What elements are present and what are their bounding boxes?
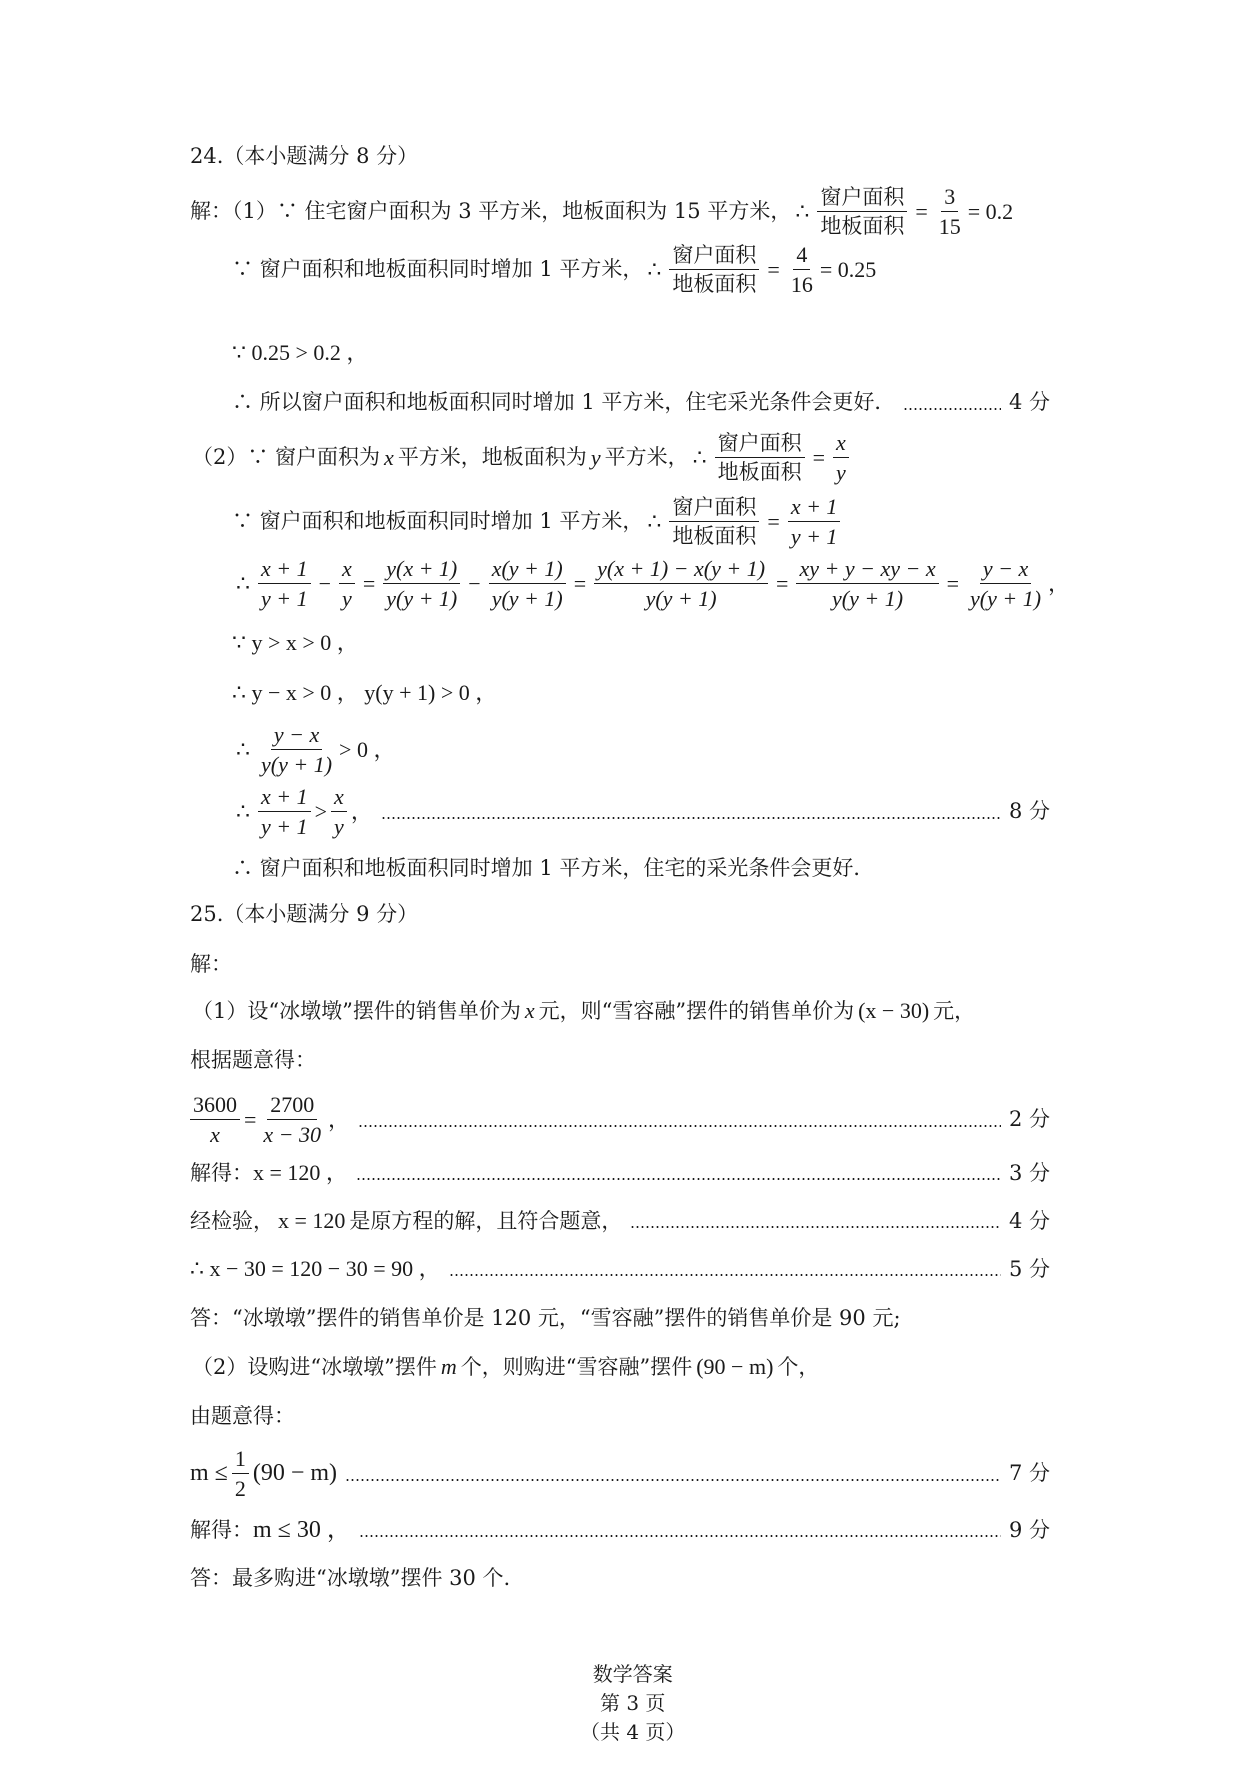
inequality-left: m ≤ xyxy=(190,1460,228,1487)
fraction xyxy=(339,556,355,612)
q24-l8-text: ∵ y > x > 0 ， xyxy=(232,630,359,655)
q25-l3-text: 根据题意得： xyxy=(190,1048,316,1072)
q24-l6-text: ∵ 窗户面积和地板面积同时增加 1 平方米， xyxy=(232,509,644,534)
q25-l12-text: 解得： xyxy=(190,1517,253,1542)
q24-l1-text: 解：（1）∵ 住宅窗户面积为 3 平方米，地板面积为 15 平方米， xyxy=(190,199,792,224)
score-label: 4 分 xyxy=(1008,390,1050,414)
score-label: 4 分 xyxy=(1008,1208,1050,1233)
fraction-numerator: 2700 xyxy=(267,1092,317,1120)
fraction-denominator: y xyxy=(836,460,846,486)
fraction-numerator: 窗户面积 xyxy=(669,495,759,522)
q24-line-5: （2）∵ 窗户面积为 x 平方米，地板面积为 y 平方米， ∴ $\frac{\text{窗户面积}}{\text{地板面积}}$ = $\frac{x}{y}$ xyxy=(192,430,1050,486)
q25-line-6 xyxy=(190,1208,1050,1234)
q24-line-2: ∵ 窗户面积和地板面积同时增加 1 平方米， ∴ $\frac{\text{窗户面积}}{\text{地板面积}}$ = $\frac{4}{16}$ = 0.25 xyxy=(232,242,877,298)
q24-line-6: ∵ 窗户面积和地板面积同时增加 1 平方米， ∴ $\frac{\text{窗户面积}}{\text{地板面积}}$ = $\frac{x + 1}{y + 1}$ xyxy=(232,494,1050,550)
q25-title-text: 25.（本小题满分 9 分） xyxy=(190,902,419,926)
fraction-numerator: x + 1 xyxy=(258,556,311,584)
q25-line-2 xyxy=(192,998,1050,1024)
value-fraction xyxy=(788,494,841,550)
fraction-numerator: 1 xyxy=(232,1446,249,1474)
therefore-symbol: ∴ xyxy=(236,570,250,596)
dot-leader xyxy=(356,1178,1001,1180)
math-expression: x = 120 xyxy=(278,1208,346,1233)
q24-l5-text-1: （2）∵ 窗户面积为 xyxy=(192,445,381,470)
fraction-denominator: 地板面积 xyxy=(672,272,757,297)
q25-title xyxy=(190,902,1050,927)
fraction-denominator: x − 30 xyxy=(263,1122,322,1148)
math-expression: x = 120 ， xyxy=(253,1160,348,1185)
q25-l10-text: 由题意得： xyxy=(190,1404,295,1428)
fraction-denominator: y(y + 1) xyxy=(261,752,333,778)
ratio-fraction xyxy=(715,431,805,484)
q25-l9-text-3: 个， xyxy=(777,1354,820,1379)
fraction-numerator: x(y + 1) xyxy=(489,556,566,584)
therefore-symbol: ∴ xyxy=(795,198,810,224)
footer-subject: 数学答案 xyxy=(592,1662,673,1686)
fraction xyxy=(190,1092,240,1148)
fraction-numerator: 窗户面积 xyxy=(669,243,759,270)
q25-line-13 xyxy=(190,1566,1050,1591)
score-label: 3 分 xyxy=(1008,1160,1050,1185)
q25-l8-text: 答：“冰墩墩”摆件的销售单价是 120 元，“雪容融”摆件的销售单价是 90 元; xyxy=(190,1306,901,1330)
q25-line-8 xyxy=(190,1306,1050,1331)
q25-l2-text-1: （1）设“冰墩墩”摆件的销售单价为 xyxy=(192,998,521,1023)
dot-leader xyxy=(381,817,1001,819)
fraction-numerator: xy + y − xy − x xyxy=(796,556,938,584)
q25-l5-text: 解得： xyxy=(190,1160,253,1185)
q25-line-7 xyxy=(190,1256,1050,1282)
q24-line-7: ∴ $\frac{x + 1}{y + 1}$ − $\frac{x}{y}$ = $\frac{y(x + 1)}{y(y + 1)}$ − $\frac{x(y + 1)}{y(y + 1)}$ = $\frac{y(x + 1) - x(y + 1)}{y(y + 1)}$ = $\frac{xy + y - xy - x}{y(y + 1)}$ = $\frac{y - x}{y(y + 1)}$ ， xyxy=(236,556,1071,612)
value-fraction xyxy=(936,184,964,240)
fraction-numerator: y − x xyxy=(271,722,322,750)
fraction-denominator: x xyxy=(210,1122,220,1148)
fraction xyxy=(232,1446,249,1502)
therefore-symbol: ∴ xyxy=(647,508,662,534)
ratio-fraction xyxy=(817,185,907,238)
q25-l9-text-2: 个，则购进“雪容融”摆件 xyxy=(460,1354,693,1379)
var-x: x xyxy=(384,444,394,470)
math-expression: ∴ x − 30 = 120 − 30 = 90 ， xyxy=(190,1256,441,1281)
result-value: = 0.25 xyxy=(819,256,877,282)
value-fraction xyxy=(788,242,816,298)
q24-line-11 xyxy=(232,784,1050,840)
ratio-fraction xyxy=(669,243,759,296)
fraction xyxy=(967,556,1044,612)
q24-line-10 xyxy=(232,722,1050,778)
dot-leader xyxy=(630,1226,1001,1228)
fraction-denominator: y xyxy=(334,814,344,840)
q24-l5-text-3: 平方米， xyxy=(604,445,689,470)
q24-l5-text-2: 平方米，地板面积为 xyxy=(397,445,587,470)
q25-line-1 xyxy=(190,952,1050,977)
fraction-numerator: x xyxy=(833,430,849,458)
fraction xyxy=(258,556,311,612)
punctuation: ， xyxy=(1048,570,1071,596)
greater-than: > xyxy=(314,798,328,824)
footer-total-pages: （共 4 页） xyxy=(579,1720,686,1744)
fraction-denominator: y(y + 1) xyxy=(645,586,717,612)
q25-l13-text: 答：最多购进“冰墩墩”摆件 30 个. xyxy=(190,1566,511,1590)
fraction xyxy=(331,784,347,840)
fraction-denominator: 地板面积 xyxy=(672,524,757,549)
fraction xyxy=(260,1092,324,1148)
dot-leader xyxy=(359,1535,1001,1537)
var-x: x xyxy=(524,998,535,1023)
score-label: 9 分 xyxy=(1008,1517,1050,1542)
fraction-numerator: x xyxy=(331,784,347,812)
fraction-denominator: y(y + 1) xyxy=(832,586,904,612)
fraction-denominator: 地板面积 xyxy=(820,214,905,239)
fraction-numerator: y(x + 1) − x(y + 1) xyxy=(594,556,768,584)
therefore-symbol: ∴ xyxy=(647,256,662,282)
var-m: m xyxy=(440,1354,457,1379)
q25-line-4 xyxy=(190,1092,1050,1148)
dot-leader xyxy=(345,1479,1001,1481)
fraction xyxy=(796,556,938,612)
q25-l6-text-1: 经检验， xyxy=(190,1208,274,1233)
fraction-denominator: y + 1 xyxy=(261,814,308,840)
fraction-denominator: 16 xyxy=(790,272,813,298)
fraction-numerator: x + 1 xyxy=(788,494,841,522)
score-label: 2 分 xyxy=(1008,1107,1050,1132)
fraction-numerator: y(x + 1) xyxy=(383,556,460,584)
fraction xyxy=(489,556,566,612)
inequality-rest: > 0 ， xyxy=(339,736,396,762)
q24-line-1: 解：（1）∵ 住宅窗户面积为 3 平方米，地板面积为 15 平方米， ∴ $\frac{\text{窗户面积}}{\text{地板面积}}$ = $\frac{3}{15}$ = 0.2 xyxy=(190,184,1014,240)
footer-page-number: 第 3 页 xyxy=(599,1691,666,1715)
fraction-denominator: 地板面积 xyxy=(717,460,802,485)
punctuation: ， xyxy=(328,1106,351,1132)
fraction-denominator: y(y + 1) xyxy=(491,586,563,612)
q24-title xyxy=(190,144,1050,169)
fraction xyxy=(383,556,460,612)
fraction-denominator: y xyxy=(342,586,352,612)
q25-l9-text-1: （2）设购进“冰墩墩”摆件 xyxy=(192,1354,437,1379)
dot-leader xyxy=(903,408,1001,410)
q24-l3-text: ∵ 0.25 > 0.2 ， xyxy=(232,340,369,365)
q24-line-9 xyxy=(232,680,1050,706)
dot-leader xyxy=(449,1274,1001,1276)
q25-l6-text-2: 是原方程的解，且符合题意， xyxy=(349,1208,623,1233)
q24-title-text: 24.（本小题满分 8 分） xyxy=(190,144,419,168)
var-y: y xyxy=(590,444,601,470)
q25-line-11 xyxy=(190,1446,1050,1502)
fraction-numerator: 窗户面积 xyxy=(817,185,907,212)
fraction-denominator: y(y + 1) xyxy=(970,586,1042,612)
result-value: = 0.2 xyxy=(967,198,1014,224)
fraction xyxy=(594,556,768,612)
q25-l2-text-3: 元， xyxy=(933,998,976,1023)
q24-line-3 xyxy=(232,340,1050,366)
q25-line-12 xyxy=(190,1516,1050,1545)
ratio-fraction xyxy=(669,495,759,548)
value-fraction xyxy=(833,430,849,486)
q24-l4-text: ∴ 所以窗户面积和地板面积同时增加 1 平方米，住宅采光条件会更好． xyxy=(232,390,896,414)
fraction xyxy=(258,722,335,778)
q25-l2-text-2: 元，则“雪容融”摆件的销售单价为 xyxy=(538,998,855,1023)
dot-leader xyxy=(358,1125,1001,1127)
inequality-right: (90 − m) xyxy=(252,1460,338,1487)
fraction-numerator: 窗户面积 xyxy=(715,431,805,458)
fraction-numerator: 3 xyxy=(941,184,958,212)
q24-l12-text: ∴ 窗户面积和地板面积同时增加 1 平方米，住宅的采光条件会更好． xyxy=(232,856,875,880)
therefore-symbol: ∴ xyxy=(236,736,250,762)
quantity-expression: (90 − m) xyxy=(696,1354,774,1379)
fraction-denominator: 15 xyxy=(938,214,961,240)
q24-l9-text: ∴ y − x > 0 ， y(y + 1) > 0 ， xyxy=(232,680,498,705)
score-label: 7 分 xyxy=(1008,1461,1050,1486)
price-expression: (x − 30) xyxy=(858,998,930,1023)
q25-line-9 xyxy=(192,1354,1050,1380)
fraction-denominator: 2 xyxy=(234,1476,246,1502)
page-footer xyxy=(0,1634,1240,1769)
fraction-denominator: y + 1 xyxy=(790,524,838,550)
q25-line-3 xyxy=(190,1048,1050,1073)
math-expression: m ≤ 30 ， xyxy=(253,1517,351,1543)
fraction-numerator: x + 1 xyxy=(258,784,311,812)
fraction xyxy=(258,784,311,840)
q25-line-5 xyxy=(190,1160,1050,1186)
fraction-numerator: 3600 xyxy=(190,1092,240,1120)
q24-line-12 xyxy=(232,856,1050,881)
therefore-symbol: ∴ xyxy=(236,798,250,824)
score-label: 5 分 xyxy=(1008,1256,1050,1281)
q24-l2-text: ∵ 窗户面积和地板面积同时增加 1 平方米， xyxy=(232,257,644,282)
q25-l1-text: 解： xyxy=(190,952,232,976)
q24-line-4 xyxy=(232,390,1050,415)
fraction-numerator: 4 xyxy=(793,242,810,270)
fraction-numerator: y − x xyxy=(980,556,1031,584)
fraction-denominator: y + 1 xyxy=(261,586,308,612)
score-label: 8 分 xyxy=(1008,799,1050,824)
equals-sign: = xyxy=(244,1106,257,1132)
fraction-numerator: x xyxy=(339,556,355,584)
therefore-symbol: ∴ xyxy=(692,444,707,470)
fraction-denominator: y(y + 1) xyxy=(386,586,458,612)
punctuation: ， xyxy=(350,798,373,824)
q24-line-8 xyxy=(232,630,1050,656)
q25-line-10 xyxy=(190,1404,1050,1429)
